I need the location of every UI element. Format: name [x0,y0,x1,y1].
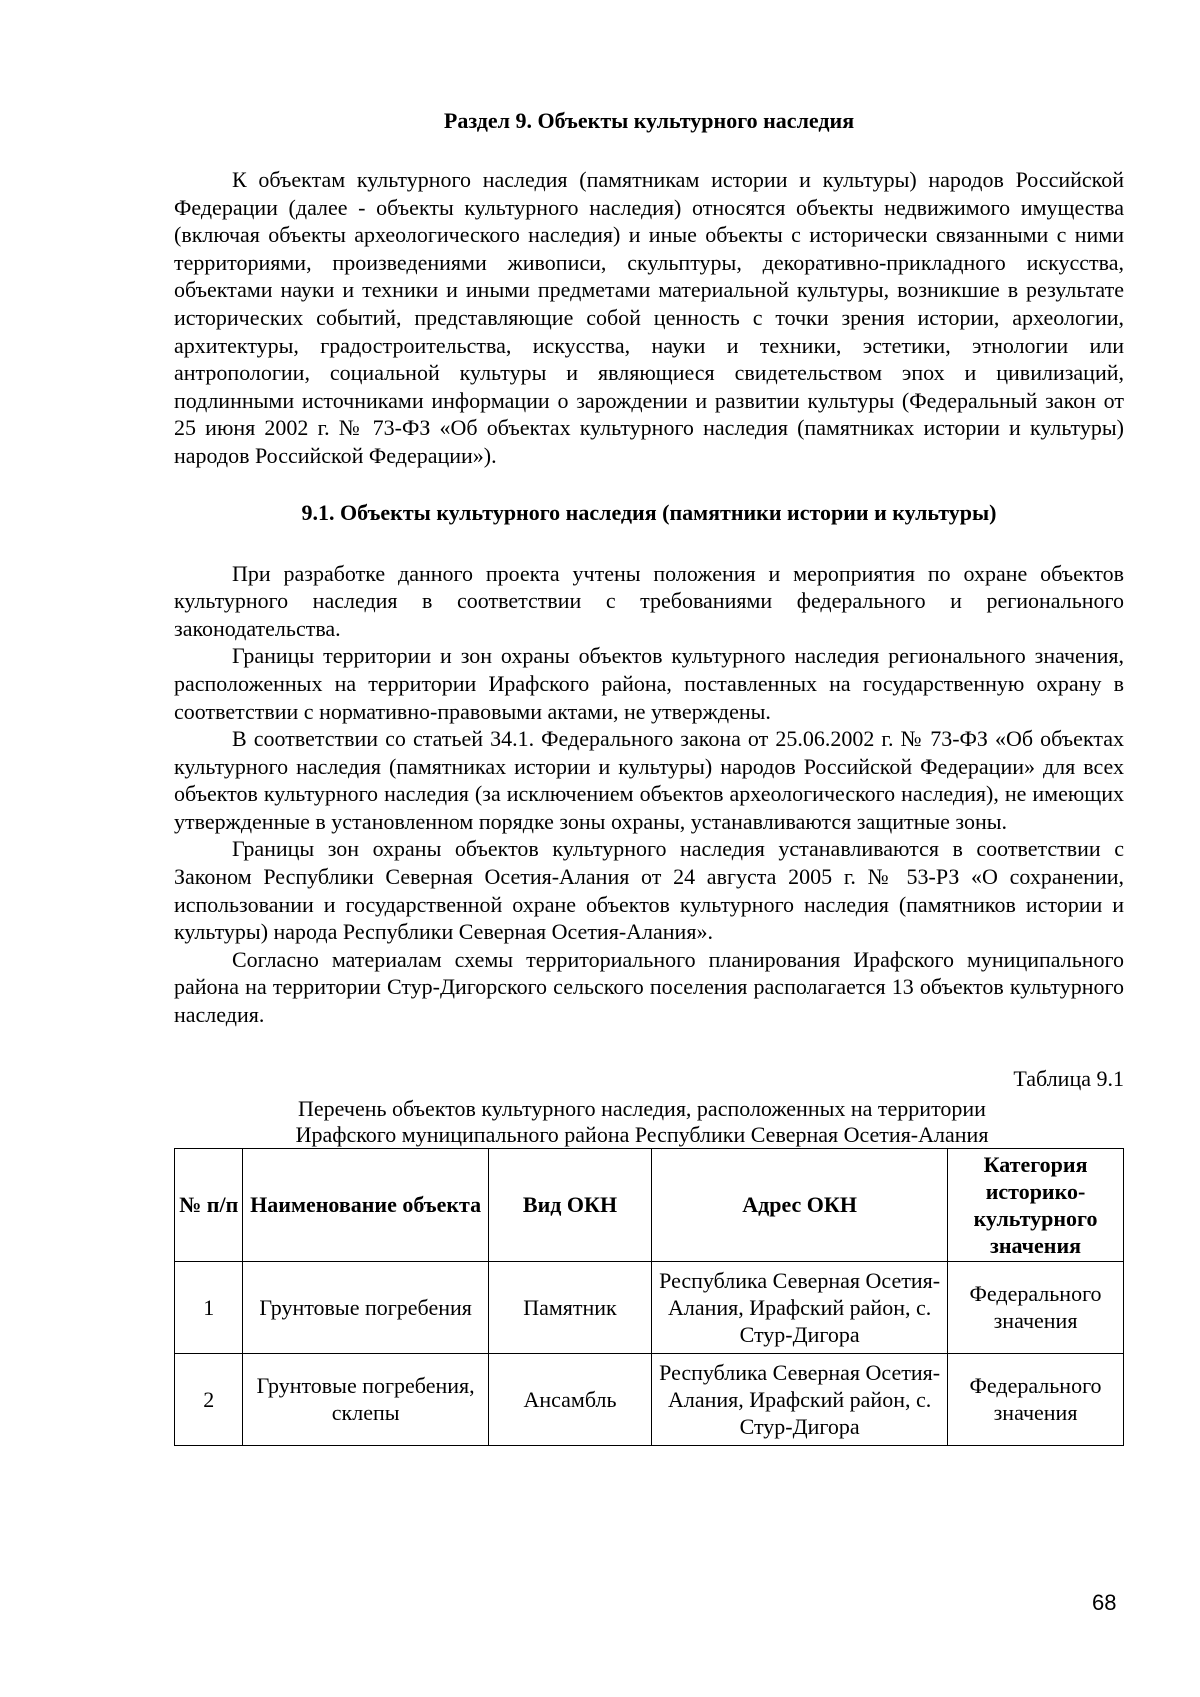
cell-num: 1 [175,1261,243,1353]
table-row [175,1261,1124,1353]
cell-category: Федерального значения [948,1261,1124,1353]
cell-type: Ансамбль [488,1353,651,1445]
cell-type: Памятник [488,1261,651,1353]
table-row [175,1353,1124,1445]
cell-name: Грунтовые погребения, склепы [243,1353,488,1445]
header-num: № п/п [175,1148,243,1261]
table-caption-line-2: Ирафского муниципального района Республики Северная Осетия-Алания [295,1121,989,1147]
paragraph-1: При разработке данного проекта учтены положения и мероприятия по охране объектов культурного наследия в соответствии с требованиями федерального и регионального законодательства. [174,560,1124,641]
cell-address: Республика Северная Осетия-Алания, Ирафский район, с. Стур-Дигора [652,1261,948,1353]
header-name: Наименование объекта [243,1148,488,1261]
cell-address: Республика Северная Осетия-Алания, Ирафский район, с. Стур-Дигора [652,1353,948,1445]
paragraph-3: В соответствии со статьей 34.1. Федерального закона от 25.06.2002 г. № 73-ФЗ «Об объектах культурного наследия (памятниках истории и культуры) народов Российской Федерации» для всех объектов культурного наследия (за исключением объектов археологического наследия), не имеющих утвержденные в установленном порядке зоны охраны, устанавливаются защитные зоны. [174,726,1124,834]
section-title: Раздел 9. Объекты культурного наследия [443,108,855,133]
table-caption-line-1: Перечень объектов культурного наследия, расположенных на территории [298,1095,986,1121]
paragraph-4: Границы зон охраны объектов культурного наследия устанавливаются в соответствии с Законом Республики Северная Осетия-Алания от 24 августа 2005 г. № 53-РЗ «О сохранении, использовании и государственной охране объектов культурного наследия (памятников истории и культуры) народа Республики Северная Осетия-Алания». [174,836,1124,945]
table-caption [174,1096,1124,1148]
cell-num: 2 [175,1353,243,1445]
page-number: 68 [1092,1590,1117,1615]
header-address: Адрес ОКН [652,1148,948,1261]
table-label: Таблица 9.1 [1013,1065,1124,1091]
cell-name: Грунтовые погребения [243,1261,488,1353]
intro-paragraph: К объектам культурного наследия (памятникам истории и культуры) народов Российской Федерации (далее - объекты культурного наследия) относятся объекты недвижимого имущества (включая объекты археологического наследия) и иные объекты с исторически связанными с ними территориями, произведениями живописи, скульптуры, декоративно-прикладного искусства, объектами науки и техники и иными предметами материальной культуры, возникшие в результате исторических событий, представляющие собой ценность с точки зрения истории, археологии, архитектуры, градостроительства, искусства, науки и техники, эстетики, этнологии или антропологии, социальной культуры и являющиеся свидетельством эпох и цивилизаций, подлинными источниками информации о зарождении и развитии культуры (Федеральный закон от 25 июня 2002 г. № 73-ФЗ «Об объектах культурного наследия (памятниках истории и культуры) народов Российской Федерации»). [174,167,1124,468]
header-type: Вид ОКН [488,1148,651,1261]
paragraph-2: Границы территории и зон охраны объектов культурного наследия регионального значения, расположенных на территории Ирафского района, поставленных на государственную охрану в соответствии с нормативно-правовыми актами, не утверждены. [174,643,1124,724]
subsection-title: 9.1. Объекты культурного наследия (памятники истории и культуры) [301,499,997,525]
table-header-row [175,1148,1124,1261]
heritage-table [174,1148,1124,1446]
document-page [174,108,1124,1446]
header-category: Категория историко-культурного значения [948,1148,1124,1261]
paragraph-5: Согласно материалам схемы территориального планирования Ирафского муниципального района на территории Стур-Дигорского сельского поселения располагается 13 объектов культурного наследия. [174,946,1124,1028]
cell-category: Федерального значения [948,1353,1124,1445]
